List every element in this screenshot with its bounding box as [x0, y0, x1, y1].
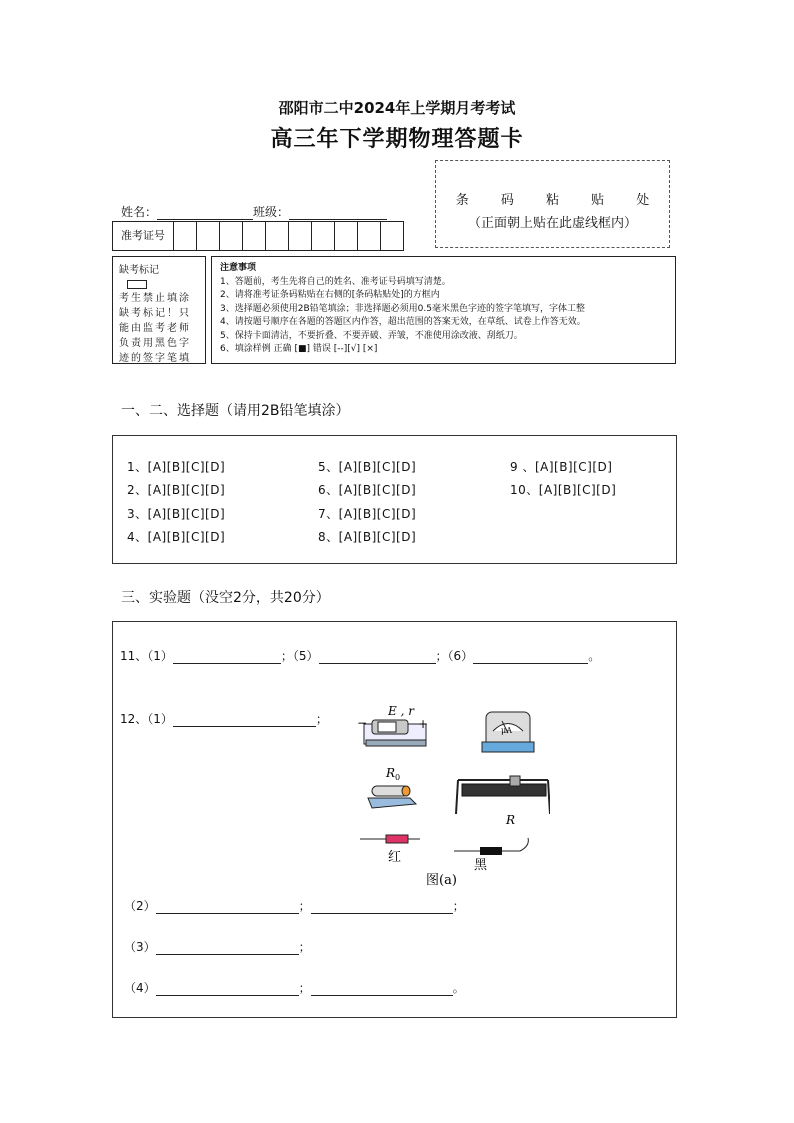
battery-label: E , r [388, 704, 414, 718]
exam-id-cell[interactable] [243, 222, 266, 250]
red-probe-icon [360, 835, 420, 865]
choice-item[interactable]: 10、[A][B][C][D] [510, 483, 617, 497]
exam-id-cell[interactable] [358, 222, 381, 250]
choice-item[interactable]: 9 、[A][B][C][D] [510, 460, 613, 474]
exam-id-cell[interactable] [174, 222, 197, 250]
q11-end: 。 [588, 649, 601, 663]
exam-id-cell[interactable] [335, 222, 358, 250]
q11-row [120, 647, 600, 664]
choice-item[interactable]: 6、[A][B][C][D] [318, 483, 417, 497]
q12-answer-2b[interactable] [311, 901, 453, 914]
exam-id-label: 准考证号 [113, 222, 174, 250]
figure-caption: 图(a) [426, 873, 457, 888]
q11-label: 11、（1） [120, 649, 173, 663]
choice-item[interactable]: 3、[A][B][C][D] [127, 507, 226, 521]
absent-title: 缺考标记 [119, 265, 159, 276]
exam-id-box [112, 221, 404, 251]
q12-3-label: （3） [124, 940, 156, 954]
exam-id-cell[interactable] [289, 222, 312, 250]
exam-id-cell[interactable] [312, 222, 335, 250]
battery-icon [357, 704, 428, 746]
barcode-hint: （正面朝上贴在此虚线框内） [467, 216, 637, 231]
q12-2-end: ； [452, 899, 465, 913]
name-field[interactable] [157, 205, 253, 220]
q12-4-end: 。 [452, 981, 465, 995]
notice-item: 6、填涂样例 正确 [■] 错误 [--][√] [×] [220, 344, 378, 354]
q12-answer-3[interactable] [156, 942, 299, 955]
exam-id-cell[interactable] [381, 222, 403, 250]
battery-plus: + [418, 717, 429, 731]
q11-label-6: ；（6） [435, 649, 474, 663]
notice-item: 3、选择题必须使用2B铅笔填涂；非选择题必须用0.5毫米黑色字迹的签字笔填写，字体工整 [220, 303, 585, 314]
q12-2-semicolon: ； [298, 899, 311, 913]
microammeter-icon [482, 712, 534, 752]
circuit-figure [350, 696, 550, 892]
notice-item: 1、答题前，考生先将自己的姓名、准考证号码填写清楚。 [220, 276, 451, 287]
notice-item: 2、请将准考证条码粘贴在右侧的[条码粘贴处]的方框内 [220, 290, 440, 300]
school-line: 邵阳市二中2024年上学期月考考试 [278, 99, 516, 117]
q11-answer-6[interactable] [473, 651, 588, 664]
r0-label: R [386, 766, 396, 780]
absent-note: 考生禁止填涂缺考标记！只能由监考老师负责用黑色字迹的签字笔填 [119, 293, 191, 364]
choice-item[interactable]: 5、[A][B][C][D] [318, 460, 417, 474]
q12-answer-4a[interactable] [156, 983, 299, 996]
q12-4-semicolon: ； [298, 981, 311, 995]
absent-checkbox[interactable] [127, 280, 147, 289]
barcode-area [435, 160, 670, 248]
q11-label-5: ；（5） [280, 649, 319, 663]
section1-title: 一、二、选择题（请用2B铅笔填涂） [121, 403, 350, 419]
q12-row-2 [124, 897, 465, 914]
notice-item: 5、保持卡面清洁，不要折叠、不要弄破、弄皱，不准使用涂改液、刮纸刀。 [220, 330, 523, 341]
rheostat-icon [456, 776, 550, 827]
q12-answer-2a[interactable] [156, 901, 299, 914]
choice-item[interactable]: 4、[A][B][C][D] [127, 530, 226, 544]
q11-answer-5[interactable] [319, 651, 436, 664]
exam-id-cell[interactable] [197, 222, 220, 250]
choice-item[interactable]: 8、[A][B][C][D] [318, 530, 417, 544]
q12-row-4 [124, 979, 465, 996]
section3-title: 三、实验题（没空2分，共20分） [121, 590, 330, 606]
page-title: 高三年下学期物理答题卡 [270, 127, 524, 152]
exam-id-cell[interactable] [220, 222, 243, 250]
meter-label: μA [501, 726, 512, 735]
black-label: 黑 [474, 858, 488, 873]
notice-item: 4、请按题号顺序在各题的答题区内作答，超出范围的答案无效，在草纸、试卷上作答无效。 [220, 317, 586, 327]
red-label: 红 [388, 850, 402, 865]
r0-sub: 0 [395, 773, 401, 782]
q12-answer-1[interactable] [173, 714, 316, 727]
q12-2-label: （2） [124, 899, 156, 913]
battery-minus: − [357, 716, 368, 730]
q12-3-end: ； [298, 940, 311, 954]
q12-semicolon: ； [315, 712, 328, 726]
notice-box [211, 256, 676, 364]
exam-id-cell[interactable] [266, 222, 289, 250]
q11-answer-1[interactable] [173, 651, 281, 664]
class-label: 班级： [253, 205, 290, 219]
choice-item[interactable]: 7、[A][B][C][D] [318, 507, 417, 521]
class-field[interactable] [289, 205, 387, 220]
notice-title: 注意事项 [220, 263, 257, 273]
absent-mark-box [112, 256, 206, 364]
black-probe-icon [454, 838, 528, 873]
q12-row-3 [124, 938, 311, 955]
choice-item[interactable]: 2、[A][B][C][D] [127, 483, 226, 497]
name-class-row [121, 203, 387, 220]
barcode-label: 条 码 粘 贴 处 [455, 193, 664, 208]
choice-item[interactable]: 1、[A][B][C][D] [127, 460, 226, 474]
q12-answer-4b[interactable] [311, 983, 453, 996]
resistor-r0-icon [368, 766, 416, 808]
rheostat-label: R [506, 813, 516, 827]
q12-4-label: （4） [124, 981, 156, 995]
q12-row-1 [120, 710, 328, 727]
name-label: 姓名： [121, 205, 158, 219]
q12-label: 12、（1） [120, 712, 173, 726]
